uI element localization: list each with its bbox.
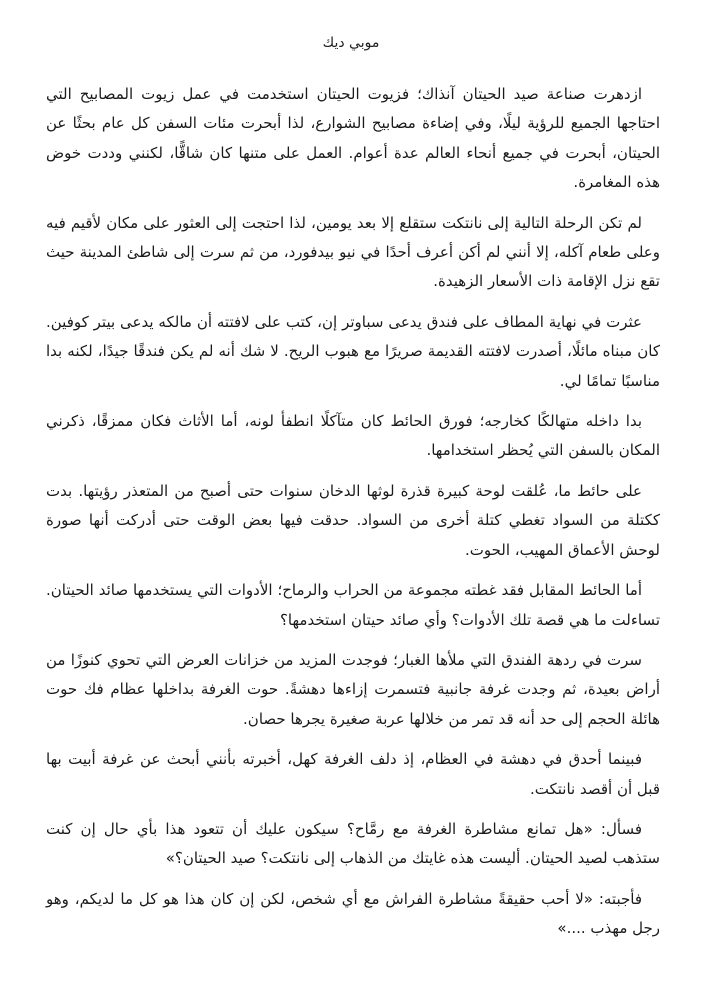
paragraph: ازدهرت صناعة صيد الحيتان آنذاك؛ فزيوت الحيتان استخدمت في عمل زيوت المصابيح التي احتاجها الجميع للرؤية ليلًا، وفي إضاءة مصابيح الشوارع، لذا أبحرت مئات السفن كل عام بحثًا عن الحيتان، أبحرت في جميع أنحاء العالم عدة أعوام. العمل على متنها كان شاقًّا، لكنني وددت خوض هذه المغامرة. <box>46 85 660 192</box>
paragraph: بدا داخله متهالكًا كخارجه؛ فورق الحائط كان متآكلًا انطفأ لونه، أما الأثاث فكان ممزقًا، ذكرني المكان بالسفن التي يُحظر استخدامها. <box>46 412 660 460</box>
paragraph: فبينما أحدق في دهشة في العظام، إذ دلف الغرفة كهل، أخبرته بأنني أبحث عن غرفة أبيت بها قبل أن أقصد نانتكت. <box>46 750 660 798</box>
paragraph: فأجبته: «لا أحب حقيقةً مشاطرة الفراش مع أي شخص، لكن إن كان هذا هو كل ما لديكم، وهو رجل مهذب ....» <box>46 889 660 938</box>
paragraph: سرت في ردهة الفندق التي ملأها الغبار؛ فوجدت المزيد من خزانات العرض التي تحوي كنوزًا من أراض بعيدة، ثم وجدت غرفة جانبية فتسمرت إزاءها دهشةً. حوت الغرفة بداخلها عظام فك حوت هائلة الحجم إلى حد أنه قد تمر من خلالها عربة صغيرة يجرها حصان. <box>46 650 660 728</box>
paragraph: عثرت في نهاية المطاف على فندق يدعى سباوتر إن، كتب على لافتته أن مالكه يدعى بيتر كوفين. كان مبناه مائلًا، أصدرت لافتته القديمة صريرًا مع هبوب الريح. لا شك أنه لم يكن فندقًا جيدًا، لكنه بدا مناسبًا تمامًا لي. <box>46 312 660 390</box>
paragraph: لم تكن الرحلة التالية إلى نانتكت ستقلع إلا بعد يومين، لذا احتجت إلى العثور على مكان لأقيم فيه وعلى طعام آكله، إلا أنني لم أكن أعرف أحدًا في نيو بيدفورد، من ثم سرت إلى شاطئ المدينة حيث تقع نزل الإقامة ذات الأسعار الزهيدة. <box>46 213 660 291</box>
paragraph: فسأل: «هل تمانع مشاطرة الغرفة مع رمَّاح؟ سيكون عليك أن تتعود هذا بأي حال إن كنت ستذهب لصيد الحيتان. أليست هذه غايتك من الذهاب إلى نانتكت؟ صيد الحيتان؟» <box>46 819 660 868</box>
body-text <box>46 80 660 955</box>
paragraph: أما الحائط المقابل فقد غطته مجموعة من الحراب والرماح؛ الأدوات التي يستخدمها صائد الحيتان. تساءلت ما هي قصة تلك الأدوات؟ وأي صائد حيتان استخدمها؟ <box>46 581 660 629</box>
paragraph: على حائط ما، عُلقت لوحة كبيرة قذرة لوثها الدخان سنوات حتى أصبح من المتعذر رؤيتها. بدت ككتلة من السواد تغطي كتلة أخرى من السواد. حدقت فيها بعض الوقت حتى أدركت أنها صورة لوحش الأعماق المهيب، الحوت. <box>46 481 660 559</box>
running-title: موبي ديك <box>322 35 380 51</box>
